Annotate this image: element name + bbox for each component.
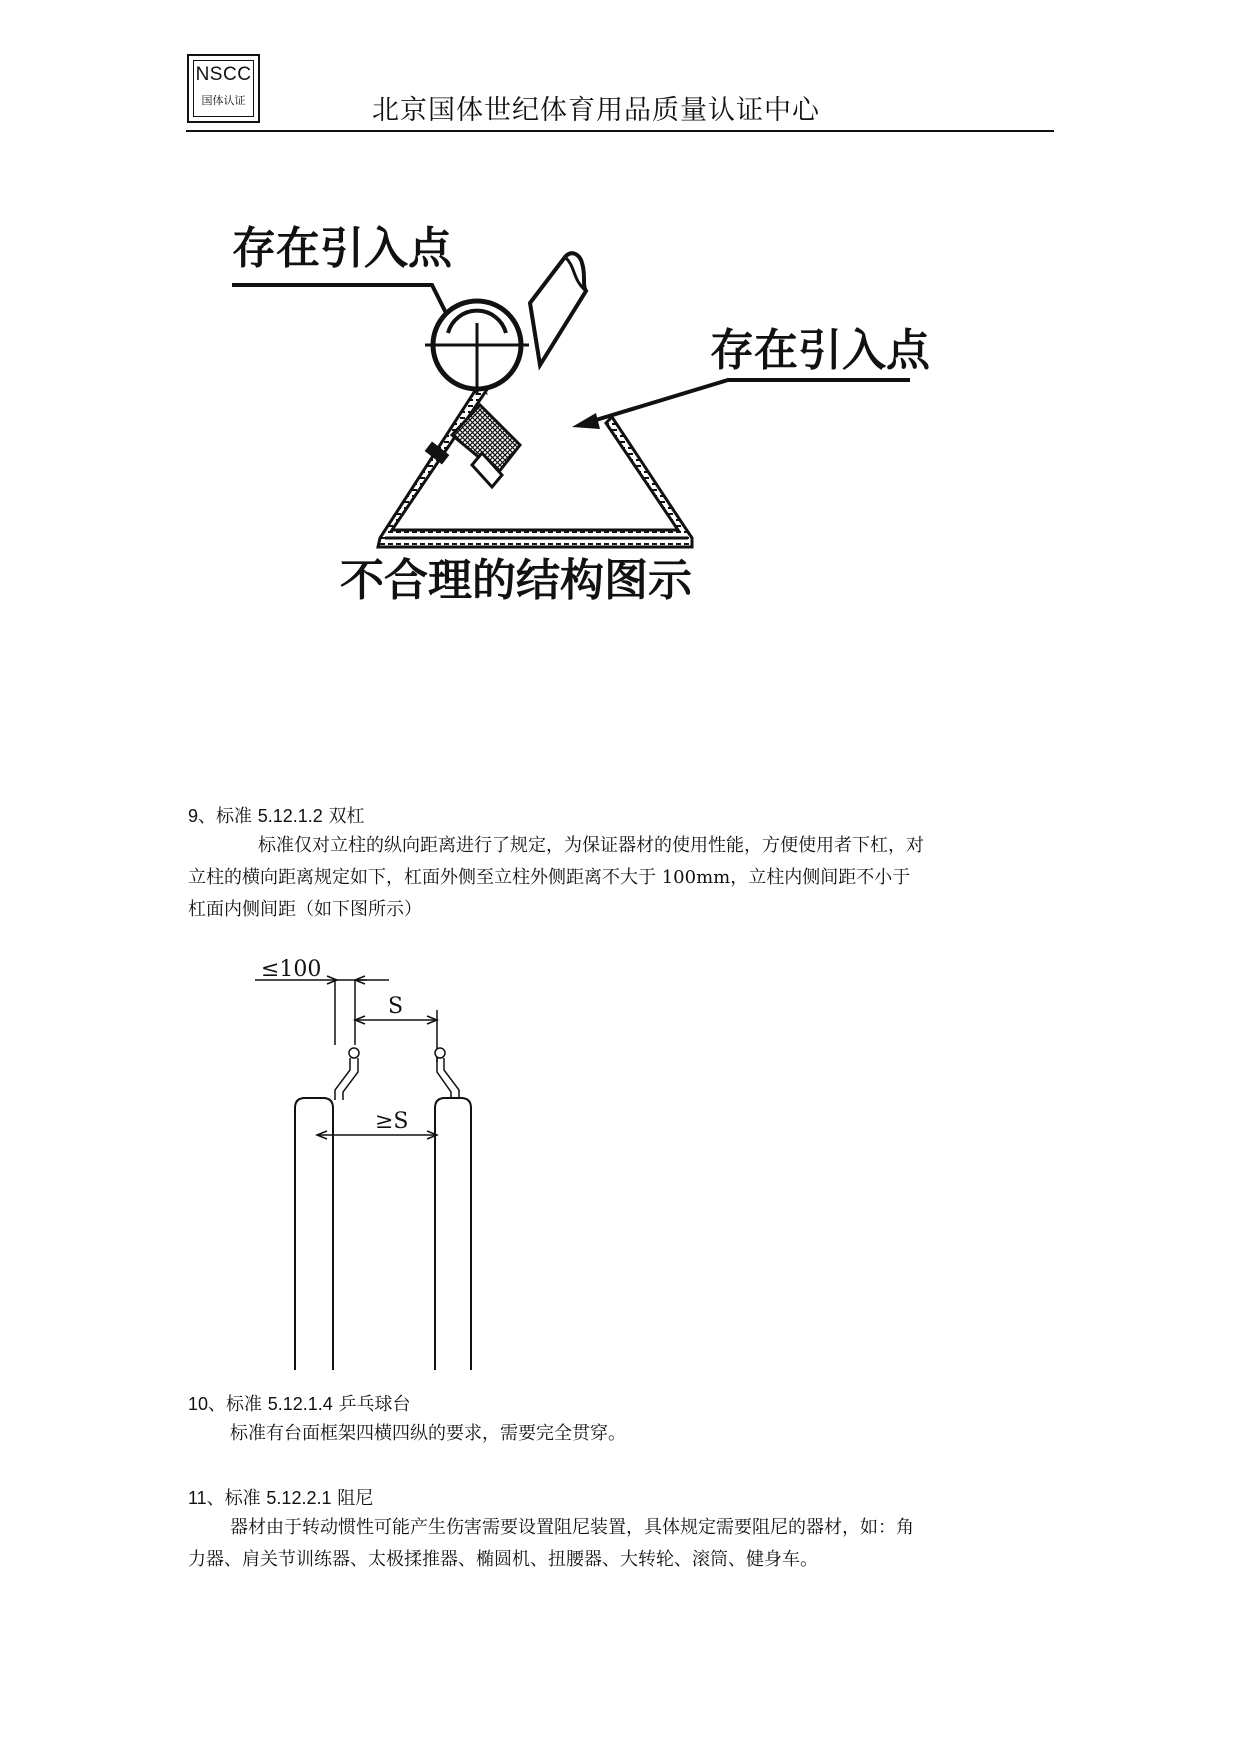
section-10-heading: [188, 1390, 411, 1416]
section-11-body-line2: 力器、肩关节训练器、太极揉推器、椭圆机、扭腰器、大转轮、滚筒、健身车。: [188, 1549, 818, 1570]
section-9-code: 5.12.1.2: [257, 806, 323, 826]
nscc-logo: [187, 54, 260, 123]
logo-subtext: 国体认证: [201, 94, 246, 107]
logo-text: NSCC: [195, 64, 252, 85]
label-ge-s: ≥S: [375, 1109, 409, 1134]
section-9-body-line3: 杠面内侧间距（如下图所示）: [188, 899, 422, 920]
label-s: S: [388, 994, 404, 1019]
section-10-number: 10、: [188, 1394, 227, 1414]
pipe: [530, 253, 586, 365]
figure1-caption: 不合理的结构图示: [340, 555, 692, 606]
parallel-bars-figure: [255, 950, 495, 1370]
section-9-name: 双杠: [322, 806, 365, 827]
section-11-heading: [188, 1484, 373, 1510]
section-11-name: 阻尼: [331, 1488, 374, 1509]
section-10-name: 乒乓球台: [332, 1394, 411, 1415]
label-entry-point-right: 存在引入点: [710, 325, 930, 376]
section-10-code: 5.12.1.4: [267, 1394, 333, 1414]
section-9-body-line2: 立柱的横向距离规定如下，杠面外侧至立柱外侧距离不大于 100mm，立柱内侧间距不小于: [188, 867, 911, 888]
section-9-number: 9、: [188, 806, 217, 826]
header-divider: [186, 130, 1054, 132]
section-9-prefix: 标准: [216, 806, 258, 827]
section-9-body-line1: 标准仅对立柱的纵向距离进行了规定，为保证器材的使用性能，方便使用者下杠，对: [258, 835, 924, 856]
arrowhead-right: [572, 413, 600, 429]
header-title: 北京国体世纪体育用品质量认证中心: [372, 95, 820, 126]
label-entry-point-left: 存在引入点: [232, 223, 452, 274]
section-10-prefix: 标准: [226, 1394, 268, 1415]
section-10-body: 标准有台面框架四横四纵的要求，需要完全贯穿。: [230, 1423, 626, 1444]
left-post: [295, 1098, 333, 1370]
section-11-prefix: 标准: [224, 1488, 267, 1509]
leader-line-right: [586, 380, 910, 423]
section-11-code: 5.12.2.1: [266, 1488, 332, 1508]
triangle-frame: [378, 383, 692, 547]
right-post: [435, 1098, 471, 1370]
section-11-number: 11、: [188, 1488, 225, 1508]
label-le-100: ≤100: [261, 957, 322, 982]
unreasonable-structure-figure: [220, 205, 940, 705]
section-9-heading: [188, 802, 365, 828]
section-11-body-line1: 器材由于转动惯性可能产生伤害需要设置阻尼装置，具体规定需要阻尼的器材，如：角: [230, 1517, 914, 1538]
